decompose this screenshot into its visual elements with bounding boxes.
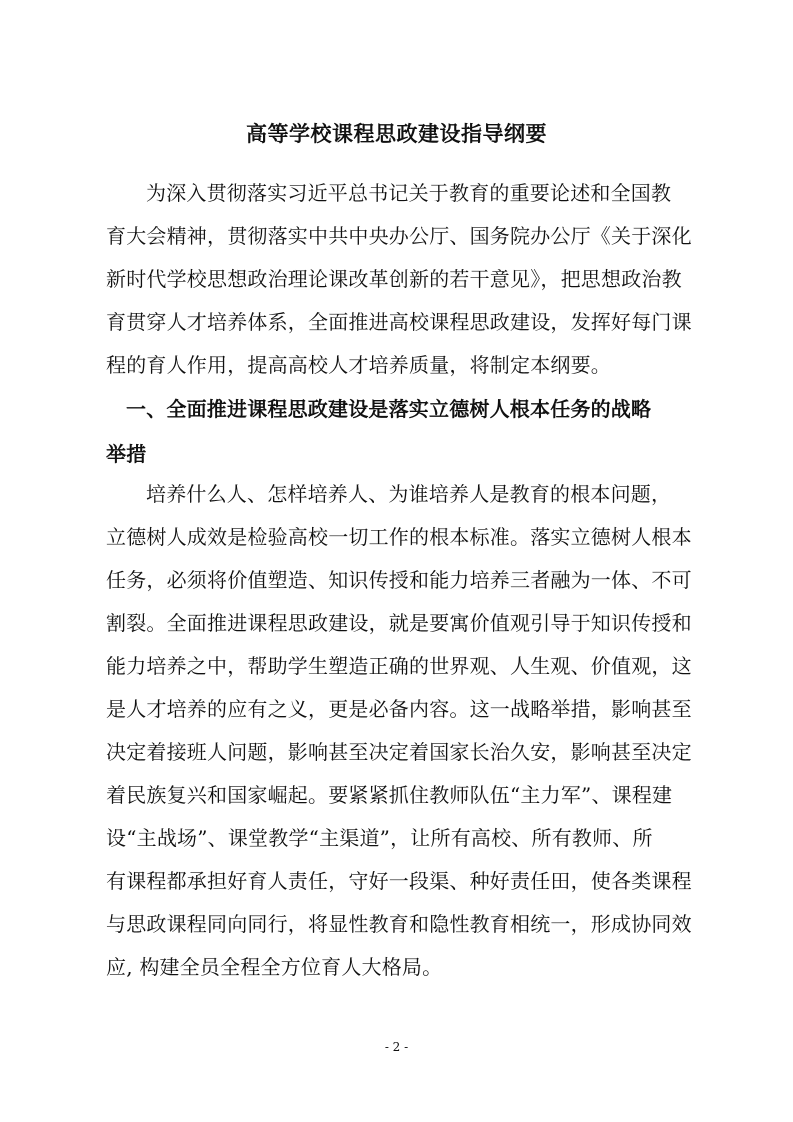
body-line: 立德树人成效是检验高校一切工作的根本标准。落实立德树人根本 <box>106 525 692 549</box>
body-line: 任务，必须将价值塑造、知识传授和能力培养三者融为一体、不可 <box>106 568 692 592</box>
intro-line: 育贯穿人才培养体系，全面推进高校课程思政建设，发挥好每门课 <box>106 310 692 334</box>
body-line: 培养什么人、怎样培养人、为谁培养人是教育的根本问题， <box>146 482 672 506</box>
body-line: 着民族复兴和国家崛起。要紧紧抓住教师队伍“主力军”、课程建 <box>106 783 673 807</box>
body-line: 有课程都承担好育人责任，守好一段渠、种好责任田，使各类课程 <box>106 869 692 893</box>
intro-paragraph <box>106 172 692 387</box>
section-heading-line: 一、全面推进课程思政建设是落实立德树人根本任务的战略 <box>126 397 652 421</box>
body-line: 设“主战场”、课堂教学“主渠道”，让所有高校、所有教师、所 <box>106 826 653 850</box>
section-heading-line: 举措 <box>106 442 147 466</box>
intro-line: 新时代学校思想政治理论课改革创新的若干意见》，把思想政治教 <box>106 267 682 291</box>
page-number: - 2 - <box>384 1040 409 1054</box>
body-line: 是人才培养的应有之义，更是必备内容。这一战略举措，影响甚至 <box>106 697 692 721</box>
document-title: 高等学校课程思政建设指导纲要 <box>246 122 547 146</box>
body-line: 割裂。全面推进课程思政建设，就是要寓价值观引导于知识传授和 <box>106 611 692 635</box>
section-heading <box>106 387 686 477</box>
body-line: 与思政课程同向同行，将显性教育和隐性教育相统一，形成协同效 <box>106 912 692 936</box>
intro-line: 为深入贯彻落实习近平总书记关于教育的重要论述和全国教 <box>146 181 672 205</box>
body-line: 决定着接班人问题，影响甚至决定着国家长治久安，影响甚至决定 <box>106 740 692 764</box>
intro-line: 程的育人作用，提高高校人才培养质量，将制定本纲要。 <box>106 353 611 377</box>
body-paragraph <box>106 473 692 989</box>
body-line: 应, 构建全员全程全方位育人大格局。 <box>106 955 443 979</box>
body-line: 能力培养之中，帮助学生塑造正确的世界观、人生观、价值观，这 <box>106 654 692 678</box>
intro-line: 育大会精神，贯彻落实中共中央办公厅、国务院办公厅《关于深化 <box>106 224 692 248</box>
